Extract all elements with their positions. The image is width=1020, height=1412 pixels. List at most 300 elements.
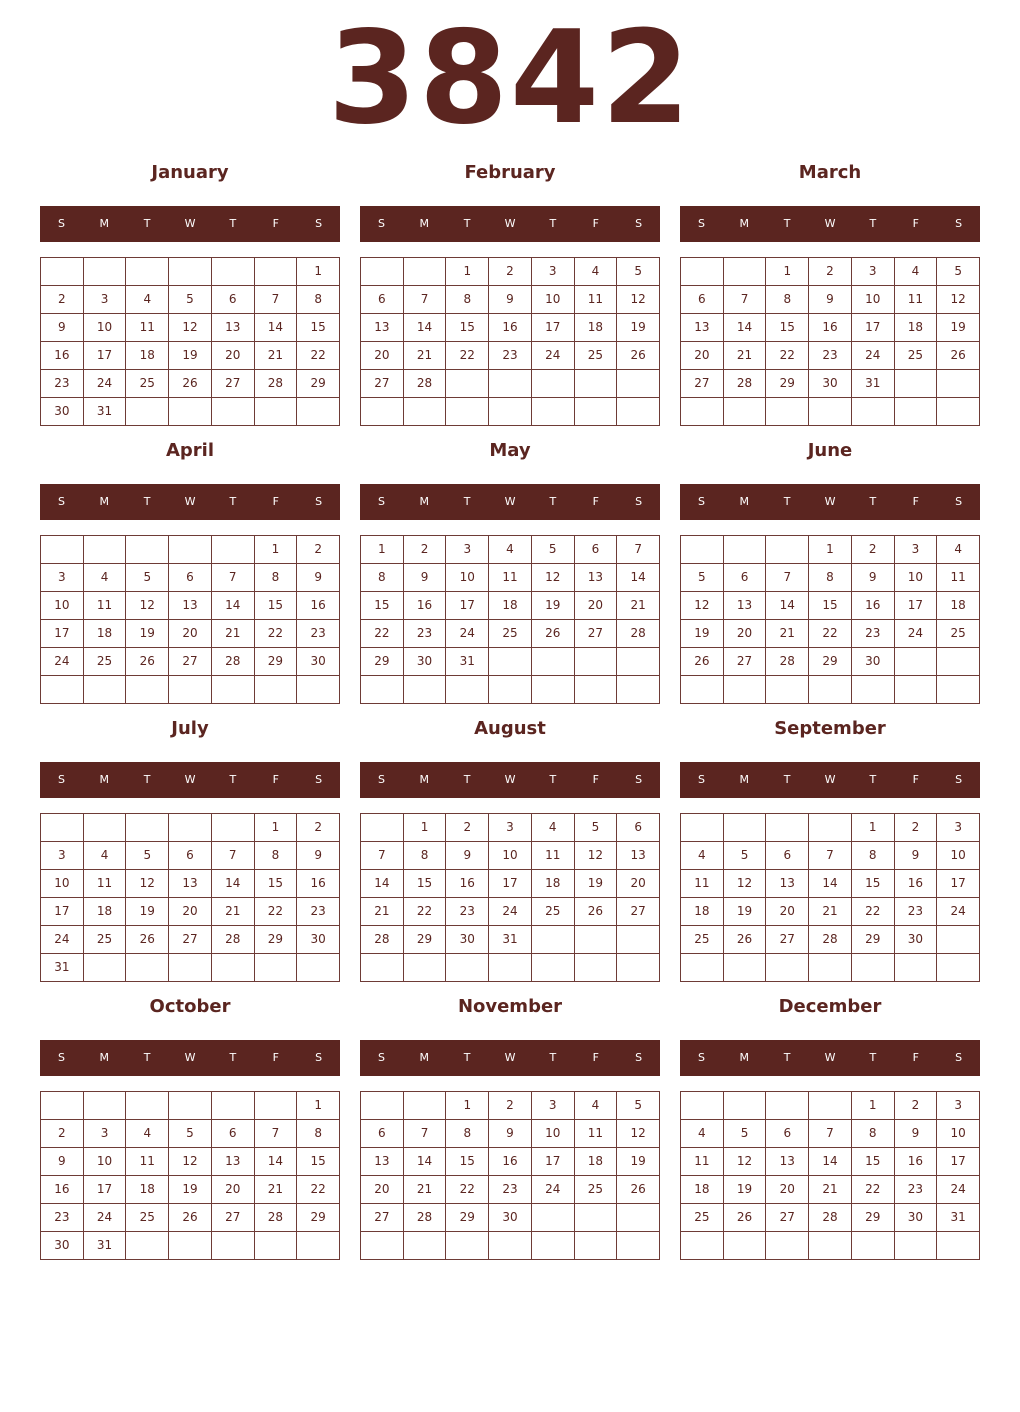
- day-cell: 19: [169, 342, 212, 370]
- day-cell: 15: [809, 592, 852, 620]
- empty-cell: [575, 1232, 618, 1260]
- day-cell: 24: [852, 342, 895, 370]
- empty-cell: [617, 398, 660, 426]
- weekday-label: S: [635, 773, 643, 786]
- weekday-header: [40, 206, 340, 242]
- weekday-label: T: [549, 1051, 557, 1064]
- day-cell: 13: [766, 1148, 809, 1176]
- day-cell: 12: [169, 314, 212, 342]
- day-cell: 5: [126, 564, 169, 592]
- month-october: [40, 990, 340, 1260]
- empty-cell: [937, 954, 980, 982]
- day-cell: 16: [895, 1148, 938, 1176]
- day-cell: 7: [212, 564, 255, 592]
- weekday-label: F: [912, 1051, 919, 1064]
- month-december: [680, 990, 980, 1260]
- day-cell: 10: [852, 286, 895, 314]
- month-march: [680, 156, 980, 426]
- day-cell: 23: [852, 620, 895, 648]
- empty-cell: [84, 954, 127, 982]
- day-cell: 22: [809, 620, 852, 648]
- day-cell: 17: [41, 898, 84, 926]
- day-cell: 13: [575, 564, 618, 592]
- day-cell: 20: [361, 1176, 404, 1204]
- empty-cell: [212, 398, 255, 426]
- day-cell: 23: [895, 898, 938, 926]
- empty-cell: [126, 1092, 169, 1120]
- day-cell: 12: [617, 286, 660, 314]
- day-cell: 11: [84, 870, 127, 898]
- day-cell: 3: [937, 1092, 980, 1120]
- day-cell: 19: [724, 898, 767, 926]
- day-cell: 7: [809, 842, 852, 870]
- day-cell: 4: [681, 842, 724, 870]
- day-cell: 26: [126, 648, 169, 676]
- weekday-label: T: [869, 773, 877, 786]
- day-cell: 27: [212, 1204, 255, 1232]
- weekday-label: F: [272, 1051, 279, 1064]
- empty-cell: [446, 954, 489, 982]
- day-cell: 13: [212, 314, 255, 342]
- empty-cell: [852, 676, 895, 704]
- weekday-header: [680, 1040, 980, 1076]
- day-cell: 4: [895, 258, 938, 286]
- day-cell: 22: [255, 620, 298, 648]
- day-cell: 13: [766, 870, 809, 898]
- empty-cell: [361, 258, 404, 286]
- empty-cell: [617, 1204, 660, 1232]
- weekday-header: [680, 484, 980, 520]
- day-cell: 23: [895, 1176, 938, 1204]
- month-name: February: [464, 162, 556, 183]
- weekday-label: F: [272, 495, 279, 508]
- day-cell: 12: [126, 870, 169, 898]
- empty-cell: [724, 398, 767, 426]
- weekday-header: [360, 1040, 660, 1076]
- day-cell: 27: [724, 648, 767, 676]
- day-cell: 9: [446, 842, 489, 870]
- empty-cell: [126, 398, 169, 426]
- day-cell: 1: [766, 258, 809, 286]
- day-cell: 10: [41, 592, 84, 620]
- empty-cell: [766, 814, 809, 842]
- day-cell: 16: [297, 592, 340, 620]
- day-cell: 22: [852, 898, 895, 926]
- weekday-label: S: [697, 773, 705, 786]
- day-cell: 8: [446, 1120, 489, 1148]
- day-cell: 29: [446, 1204, 489, 1232]
- empty-cell: [809, 1232, 852, 1260]
- day-cell: 12: [169, 1148, 212, 1176]
- empty-cell: [489, 1232, 532, 1260]
- day-cell: 29: [766, 370, 809, 398]
- weekday-label: S: [635, 1051, 643, 1064]
- weekday-header: [680, 206, 980, 242]
- day-cell: 25: [126, 370, 169, 398]
- day-cell: 10: [937, 1120, 980, 1148]
- day-cell: 10: [937, 842, 980, 870]
- weekday-header: [360, 206, 660, 242]
- empty-cell: [532, 370, 575, 398]
- empty-cell: [617, 954, 660, 982]
- empty-cell: [212, 954, 255, 982]
- day-cell: 19: [724, 1176, 767, 1204]
- day-cell: 11: [489, 564, 532, 592]
- empty-cell: [489, 370, 532, 398]
- day-cell: 31: [937, 1204, 980, 1232]
- day-cell: 6: [766, 1120, 809, 1148]
- day-cell: 12: [126, 592, 169, 620]
- empty-cell: [724, 536, 767, 564]
- day-cell: 5: [724, 1120, 767, 1148]
- day-cell: 26: [681, 648, 724, 676]
- empty-cell: [937, 926, 980, 954]
- day-cell: 15: [852, 1148, 895, 1176]
- day-cell: 3: [446, 536, 489, 564]
- empty-cell: [724, 814, 767, 842]
- day-cell: 30: [404, 648, 447, 676]
- day-cell: 23: [41, 1204, 84, 1232]
- day-cell: 5: [575, 814, 618, 842]
- day-cell: 9: [809, 286, 852, 314]
- weekday-label: S: [635, 217, 643, 230]
- day-cell: 16: [41, 342, 84, 370]
- empty-cell: [255, 676, 298, 704]
- day-cell: 3: [489, 814, 532, 842]
- weekday-label: S: [377, 217, 385, 230]
- day-cell: 18: [126, 342, 169, 370]
- weekday-label: M: [419, 495, 430, 508]
- day-cell: 24: [937, 1176, 980, 1204]
- empty-cell: [41, 1092, 84, 1120]
- day-cell: 27: [361, 370, 404, 398]
- day-cell: 9: [489, 1120, 532, 1148]
- day-cell: 27: [766, 1204, 809, 1232]
- empty-cell: [126, 814, 169, 842]
- empty-cell: [852, 954, 895, 982]
- weekday-label: T: [783, 495, 791, 508]
- empty-cell: [532, 1232, 575, 1260]
- day-cell: 2: [297, 814, 340, 842]
- day-cell: 23: [297, 898, 340, 926]
- weekday-label: T: [463, 495, 471, 508]
- empty-cell: [489, 398, 532, 426]
- day-cell: 28: [255, 370, 298, 398]
- weekday-label: F: [272, 773, 279, 786]
- empty-cell: [575, 370, 618, 398]
- day-cell: 20: [361, 342, 404, 370]
- day-cell: 20: [212, 342, 255, 370]
- weekday-label: T: [229, 1051, 237, 1064]
- day-cell: 7: [809, 1120, 852, 1148]
- day-cell: 14: [404, 1148, 447, 1176]
- day-cell: 2: [895, 814, 938, 842]
- day-cell: 29: [852, 926, 895, 954]
- empty-cell: [937, 676, 980, 704]
- day-cell: 21: [212, 620, 255, 648]
- empty-cell: [169, 1232, 212, 1260]
- weekday-label: T: [869, 217, 877, 230]
- empty-cell: [724, 258, 767, 286]
- day-cell: 22: [297, 1176, 340, 1204]
- day-cell: 17: [532, 314, 575, 342]
- weekday-label: S: [635, 495, 643, 508]
- day-cell: 21: [404, 342, 447, 370]
- month-name: June: [807, 440, 853, 461]
- day-cell: 29: [297, 1204, 340, 1232]
- empty-cell: [297, 954, 340, 982]
- day-cell: 10: [41, 870, 84, 898]
- weekday-header: [680, 762, 980, 798]
- day-grid: [360, 1091, 660, 1260]
- empty-cell: [532, 398, 575, 426]
- empty-cell: [169, 536, 212, 564]
- month-name: November: [457, 996, 563, 1017]
- day-cell: 12: [724, 870, 767, 898]
- day-cell: 5: [532, 536, 575, 564]
- weekday-label: S: [955, 1051, 963, 1064]
- empty-cell: [297, 398, 340, 426]
- day-cell: 12: [681, 592, 724, 620]
- day-cell: 16: [852, 592, 895, 620]
- day-cell: 12: [575, 842, 618, 870]
- weekday-label: F: [592, 217, 599, 230]
- weekday-label: M: [99, 495, 110, 508]
- day-cell: 19: [681, 620, 724, 648]
- month-name: April: [165, 440, 215, 461]
- empty-cell: [489, 648, 532, 676]
- day-cell: 9: [895, 1120, 938, 1148]
- day-cell: 13: [169, 870, 212, 898]
- weekday-label: T: [229, 495, 237, 508]
- weekday-label: M: [739, 495, 750, 508]
- day-cell: 17: [84, 1176, 127, 1204]
- day-cell: 16: [809, 314, 852, 342]
- day-cell: 5: [617, 1092, 660, 1120]
- day-cell: 24: [41, 648, 84, 676]
- weekday-label: S: [57, 217, 65, 230]
- month-september: [680, 712, 980, 982]
- weekday-label: S: [315, 773, 323, 786]
- day-cell: 29: [852, 1204, 895, 1232]
- month-name: September: [774, 718, 886, 739]
- day-cell: 2: [404, 536, 447, 564]
- empty-cell: [617, 676, 660, 704]
- weekday-label: T: [143, 495, 151, 508]
- day-cell: 26: [169, 370, 212, 398]
- weekday-label: W: [184, 217, 196, 230]
- day-cell: 3: [532, 258, 575, 286]
- empty-cell: [766, 1232, 809, 1260]
- day-cell: 20: [169, 620, 212, 648]
- day-cell: 21: [255, 1176, 298, 1204]
- day-cell: 28: [809, 926, 852, 954]
- weekday-label: W: [504, 495, 516, 508]
- day-cell: 18: [84, 898, 127, 926]
- day-cell: 3: [84, 1120, 127, 1148]
- day-cell: 20: [766, 898, 809, 926]
- day-cell: 14: [361, 870, 404, 898]
- empty-cell: [809, 398, 852, 426]
- empty-cell: [681, 536, 724, 564]
- day-cell: 1: [446, 258, 489, 286]
- day-cell: 1: [361, 536, 404, 564]
- weekday-label: F: [592, 1051, 599, 1064]
- day-cell: 30: [297, 648, 340, 676]
- weekday-label: S: [377, 773, 385, 786]
- empty-cell: [404, 258, 447, 286]
- day-cell: 24: [895, 620, 938, 648]
- day-cell: 14: [809, 1148, 852, 1176]
- day-cell: 6: [766, 842, 809, 870]
- day-cell: 8: [361, 564, 404, 592]
- empty-cell: [169, 676, 212, 704]
- weekday-label: F: [272, 217, 279, 230]
- day-cell: 2: [489, 258, 532, 286]
- day-cell: 23: [489, 1176, 532, 1204]
- empty-cell: [169, 814, 212, 842]
- day-cell: 15: [766, 314, 809, 342]
- day-cell: 6: [575, 536, 618, 564]
- day-cell: 26: [724, 926, 767, 954]
- day-cell: 10: [489, 842, 532, 870]
- day-cell: 24: [446, 620, 489, 648]
- empty-cell: [361, 954, 404, 982]
- month-name: July: [171, 718, 209, 739]
- day-cell: 13: [361, 314, 404, 342]
- day-cell: 20: [169, 898, 212, 926]
- day-cell: 24: [41, 926, 84, 954]
- day-cell: 26: [575, 898, 618, 926]
- day-cell: 14: [766, 592, 809, 620]
- weekday-label: W: [824, 1051, 836, 1064]
- empty-cell: [212, 536, 255, 564]
- day-cell: 23: [297, 620, 340, 648]
- day-cell: 8: [297, 1120, 340, 1148]
- day-cell: 31: [446, 648, 489, 676]
- empty-cell: [617, 370, 660, 398]
- day-cell: 8: [852, 1120, 895, 1148]
- empty-cell: [532, 676, 575, 704]
- day-cell: 16: [41, 1176, 84, 1204]
- day-cell: 12: [532, 564, 575, 592]
- day-cell: 8: [446, 286, 489, 314]
- day-cell: 22: [446, 1176, 489, 1204]
- day-cell: 22: [852, 1176, 895, 1204]
- day-cell: 17: [532, 1148, 575, 1176]
- weekday-label: M: [419, 773, 430, 786]
- day-cell: 18: [489, 592, 532, 620]
- day-cell: 21: [617, 592, 660, 620]
- day-cell: 29: [297, 370, 340, 398]
- empty-cell: [937, 370, 980, 398]
- weekday-label: M: [419, 217, 430, 230]
- day-cell: 25: [937, 620, 980, 648]
- weekday-label: T: [549, 773, 557, 786]
- day-cell: 26: [169, 1204, 212, 1232]
- weekday-label: S: [57, 1051, 65, 1064]
- empty-cell: [255, 1232, 298, 1260]
- day-cell: 19: [126, 620, 169, 648]
- empty-cell: [681, 814, 724, 842]
- weekday-header: [360, 484, 660, 520]
- day-cell: 1: [809, 536, 852, 564]
- weekday-label: S: [955, 773, 963, 786]
- empty-cell: [169, 258, 212, 286]
- day-cell: 24: [84, 370, 127, 398]
- day-cell: 25: [681, 926, 724, 954]
- day-cell: 26: [617, 1176, 660, 1204]
- day-cell: 28: [724, 370, 767, 398]
- month-may: [360, 434, 660, 704]
- day-cell: 16: [446, 870, 489, 898]
- day-cell: 25: [575, 342, 618, 370]
- weekday-label: M: [739, 1051, 750, 1064]
- day-cell: 7: [255, 1120, 298, 1148]
- day-cell: 14: [255, 314, 298, 342]
- empty-cell: [41, 814, 84, 842]
- empty-cell: [41, 536, 84, 564]
- day-cell: 3: [41, 842, 84, 870]
- day-cell: 24: [532, 1176, 575, 1204]
- day-cell: 29: [361, 648, 404, 676]
- empty-cell: [895, 398, 938, 426]
- day-cell: 21: [809, 898, 852, 926]
- weekday-label: T: [463, 217, 471, 230]
- day-cell: 29: [255, 926, 298, 954]
- day-cell: 25: [126, 1204, 169, 1232]
- day-cell: 2: [446, 814, 489, 842]
- month-july: [40, 712, 340, 982]
- day-cell: 28: [404, 1204, 447, 1232]
- day-cell: 19: [617, 314, 660, 342]
- weekday-label: W: [824, 773, 836, 786]
- day-cell: 6: [724, 564, 767, 592]
- empty-cell: [681, 1232, 724, 1260]
- day-cell: 15: [361, 592, 404, 620]
- day-cell: 1: [852, 1092, 895, 1120]
- day-cell: 27: [575, 620, 618, 648]
- day-cell: 8: [404, 842, 447, 870]
- day-cell: 23: [809, 342, 852, 370]
- empty-cell: [575, 398, 618, 426]
- month-name: January: [151, 162, 229, 183]
- weekday-label: F: [592, 495, 599, 508]
- empty-cell: [404, 398, 447, 426]
- day-cell: 24: [937, 898, 980, 926]
- empty-cell: [404, 1092, 447, 1120]
- weekday-label: T: [143, 773, 151, 786]
- day-cell: 18: [84, 620, 127, 648]
- empty-cell: [532, 648, 575, 676]
- day-cell: 22: [404, 898, 447, 926]
- empty-cell: [169, 398, 212, 426]
- empty-cell: [809, 814, 852, 842]
- weekday-label: S: [57, 773, 65, 786]
- empty-cell: [255, 954, 298, 982]
- day-cell: 18: [895, 314, 938, 342]
- empty-cell: [489, 954, 532, 982]
- empty-cell: [937, 398, 980, 426]
- day-grid: [360, 535, 660, 704]
- weekday-label: S: [955, 217, 963, 230]
- weekday-label: S: [697, 217, 705, 230]
- day-cell: 11: [895, 286, 938, 314]
- day-cell: 28: [212, 648, 255, 676]
- day-cell: 4: [681, 1120, 724, 1148]
- day-cell: 2: [895, 1092, 938, 1120]
- month-name: May: [489, 440, 531, 461]
